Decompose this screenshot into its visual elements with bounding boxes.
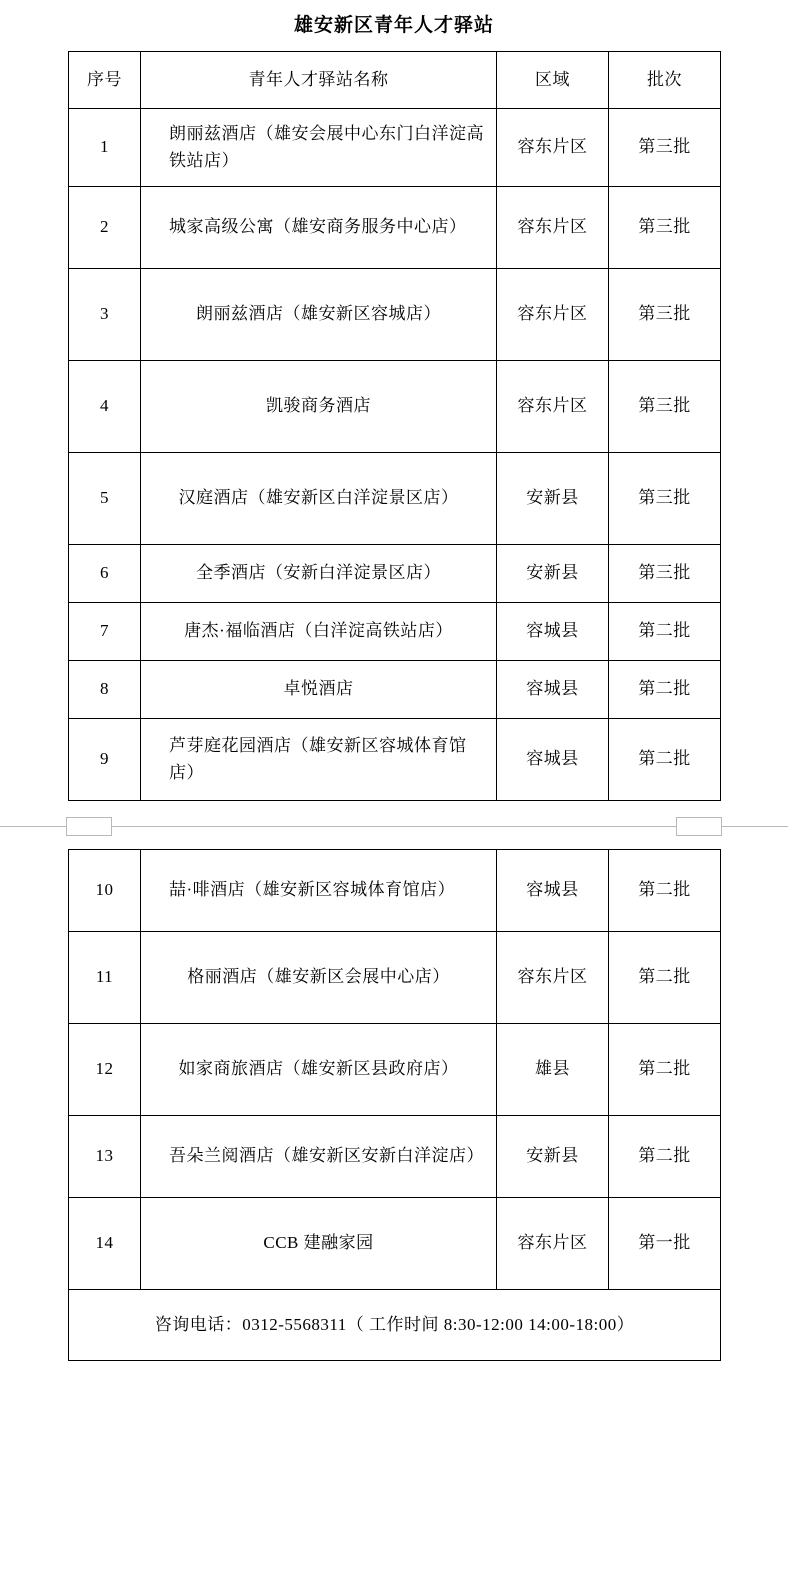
column-header-name: 青年人才驿站名称 xyxy=(141,52,497,109)
cell-area: 容东片区 xyxy=(497,932,609,1024)
cell-batch: 第二批 xyxy=(609,1116,721,1198)
cell-index: 5 xyxy=(69,453,141,545)
cell-batch: 第三批 xyxy=(609,545,721,603)
cell-area: 安新县 xyxy=(497,453,609,545)
column-header-index: 序号 xyxy=(69,52,141,109)
cell-batch: 第二批 xyxy=(609,850,721,932)
cell-name: 凯骏商务酒店 xyxy=(141,361,497,453)
cell-batch: 第三批 xyxy=(609,453,721,545)
cell-batch: 第三批 xyxy=(609,187,721,269)
cell-area: 安新县 xyxy=(497,545,609,603)
cell-index: 4 xyxy=(69,361,141,453)
column-header-batch: 批次 xyxy=(609,52,721,109)
cell-area: 容东片区 xyxy=(497,1198,609,1290)
table-row xyxy=(69,1024,721,1116)
cell-area: 雄县 xyxy=(497,1024,609,1116)
cell-name: 唐杰·福临酒店（白洋淀高铁站店） xyxy=(141,603,497,661)
page-break-separator xyxy=(0,817,788,835)
cell-area: 容东片区 xyxy=(497,187,609,269)
cell-area: 容东片区 xyxy=(497,269,609,361)
cell-batch: 第三批 xyxy=(609,361,721,453)
contact-note: 咨询电话：0312-5568311（ 工作时间 8:30-12:00 14:00-18:00） xyxy=(69,1290,721,1361)
cell-name: 如家商旅酒店（雄安新区县政府店） xyxy=(141,1024,497,1116)
cell-index: 2 xyxy=(69,187,141,269)
cell-index: 11 xyxy=(69,932,141,1024)
cell-batch: 第二批 xyxy=(609,603,721,661)
cell-batch: 第三批 xyxy=(609,269,721,361)
cell-index: 9 xyxy=(69,719,141,801)
table-row xyxy=(69,453,721,545)
cell-area: 容城县 xyxy=(497,661,609,719)
table-row xyxy=(69,269,721,361)
table-header-row xyxy=(69,52,721,109)
cell-index: 1 xyxy=(69,109,141,187)
cell-name: 吾朵兰阅酒店（雄安新区安新白洋淀店） xyxy=(141,1116,497,1198)
cell-area: 容东片区 xyxy=(497,109,609,187)
cell-index: 7 xyxy=(69,603,141,661)
cell-name: 芦芽庭花园酒店（雄安新区容城体育馆店） xyxy=(141,719,497,801)
cell-index: 6 xyxy=(69,545,141,603)
table-row xyxy=(69,187,721,269)
cell-name: 全季酒店（安新白洋淀景区店） xyxy=(141,545,497,603)
table-row xyxy=(69,1116,721,1198)
cell-index: 12 xyxy=(69,1024,141,1116)
table-row xyxy=(69,545,721,603)
cell-batch: 第一批 xyxy=(609,1198,721,1290)
cell-area: 安新县 xyxy=(497,1116,609,1198)
table-row xyxy=(69,603,721,661)
cell-index: 13 xyxy=(69,1116,141,1198)
cell-batch: 第二批 xyxy=(609,1024,721,1116)
cell-index: 8 xyxy=(69,661,141,719)
page-title: 雄安新区青年人才驿站 xyxy=(293,15,494,36)
cell-batch: 第二批 xyxy=(609,719,721,801)
column-header-area: 区域 xyxy=(497,52,609,109)
table-row xyxy=(69,109,721,187)
cell-area: 容东片区 xyxy=(497,361,609,453)
cell-batch: 第二批 xyxy=(609,661,721,719)
cell-area: 容城县 xyxy=(497,719,609,801)
cell-index: 3 xyxy=(69,269,141,361)
table-row xyxy=(69,850,721,932)
cell-index: 10 xyxy=(69,850,141,932)
page-break-mark-left xyxy=(66,817,112,836)
table-row xyxy=(69,361,721,453)
table-section-top xyxy=(0,51,788,801)
cell-name: 格丽酒店（雄安新区会展中心店） xyxy=(141,932,497,1024)
cell-name: 朗丽兹酒店（雄安会展中心东门白洋淀高铁站店） xyxy=(141,109,497,187)
page-break-mark-right xyxy=(676,817,722,836)
cell-name: 卓悦酒店 xyxy=(141,661,497,719)
cell-name: 朗丽兹酒店（雄安新区容城店） xyxy=(141,269,497,361)
table-section-bottom xyxy=(0,849,788,1361)
table-row xyxy=(69,1198,721,1290)
table-row xyxy=(69,661,721,719)
cell-name: 汉庭酒店（雄安新区白洋淀景区店） xyxy=(141,453,497,545)
station-table-part1 xyxy=(68,51,721,801)
page-break-line xyxy=(0,826,788,827)
cell-name: 城家高级公寓（雄安商务服务中心店） xyxy=(141,187,497,269)
station-table-part2 xyxy=(68,849,721,1361)
table-footer-row xyxy=(69,1290,721,1361)
cell-batch: 第二批 xyxy=(609,932,721,1024)
cell-name: CCB 建融家园 xyxy=(141,1198,497,1290)
cell-area: 容城县 xyxy=(497,850,609,932)
table-row xyxy=(69,932,721,1024)
cell-area: 容城县 xyxy=(497,603,609,661)
cell-name: 喆·啡酒店（雄安新区容城体育馆店） xyxy=(141,850,497,932)
cell-batch: 第三批 xyxy=(609,109,721,187)
table-row xyxy=(69,719,721,801)
cell-index: 14 xyxy=(69,1198,141,1290)
